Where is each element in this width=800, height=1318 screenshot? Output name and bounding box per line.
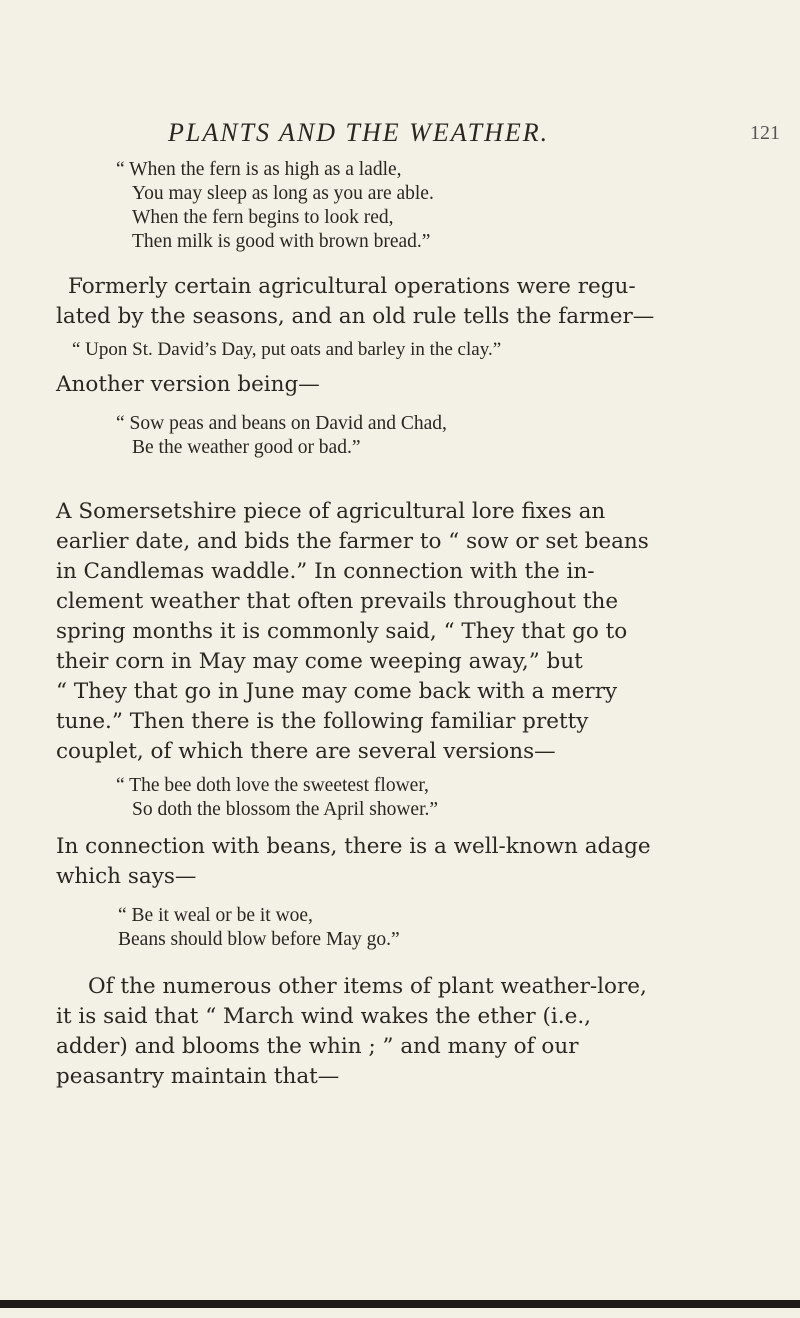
verse-line: “ The bee doth love the sweetest flower, [116, 775, 429, 796]
page-header [0, 116, 800, 156]
paragraph-beans [56, 832, 756, 892]
verse-line: You may sleep as long as you are able. [132, 183, 434, 204]
text-line: clement weather that often prevails throughout the [56, 589, 619, 614]
text-line: adder) and blooms the whin ; ” and many of our [56, 1034, 579, 1059]
verse-bee [116, 774, 438, 822]
text-line: in Candlemas waddle.” In connection with the in- [56, 559, 595, 584]
text-line: their corn in May may come weeping away,” but [56, 649, 583, 674]
verse-line: Beans should blow before May go.” [118, 929, 400, 950]
running-head: PLANTS AND THE WEATHER. [168, 118, 550, 147]
page-number: 121 [750, 122, 780, 144]
text-line: peasantry maintain that— [56, 1064, 340, 1089]
text-line: earlier date, and bids the farmer to “ sow or set beans [56, 529, 649, 554]
verse-line: “ When the fern is as high as a ladle, [116, 159, 402, 180]
verse-line: When the fern begins to look red, [132, 207, 394, 228]
text-line: couplet, of which there are several versions— [56, 739, 556, 764]
paragraph-formerly [56, 272, 756, 332]
verse-line: “ Be it weal or be it woe, [118, 905, 313, 926]
text-line: In connection with beans, there is a well-known adage [56, 834, 651, 859]
verse-line: So doth the blossom the April shower.” [132, 799, 439, 820]
text-line: tune.” Then there is the following familiar pretty [56, 709, 589, 734]
verse-line: “ Sow peas and beans on David and Chad, [116, 413, 447, 434]
text-line: Of the numerous other items of plant weather-lore, [88, 974, 647, 999]
verse-weal [118, 904, 400, 952]
verse-line: Then milk is good with brown bread.” [132, 231, 431, 252]
text-line: it is said that “ March wind wakes the ether (i.e., [56, 1004, 592, 1029]
text-line: A Somersetshire piece of agricultural lore fixes an [56, 499, 606, 524]
page-edge-bar [0, 1300, 800, 1308]
paragraph-somersetshire [56, 497, 756, 767]
text-line: lated by the seasons, and an old rule tells the farmer— [56, 304, 655, 329]
verse-fern [116, 158, 434, 254]
paragraph-numerous [56, 972, 756, 1092]
text-line: “ They that go in June may come back with a merry [56, 679, 618, 704]
verse-line: “ Upon St. David’s Day, put oats and barley in the clay.” [72, 339, 502, 360]
verse-sow [116, 412, 447, 460]
verse-david [72, 338, 501, 362]
paragraph-another [56, 370, 756, 400]
text-line: Another version being— [56, 372, 320, 397]
verse-line: Be the weather good or bad.” [132, 437, 361, 458]
text-line: spring months it is commonly said, “ They that go to [56, 619, 628, 644]
text-line: which says— [56, 864, 197, 889]
text-line: Formerly certain agricultural operations were regu- [68, 274, 636, 299]
